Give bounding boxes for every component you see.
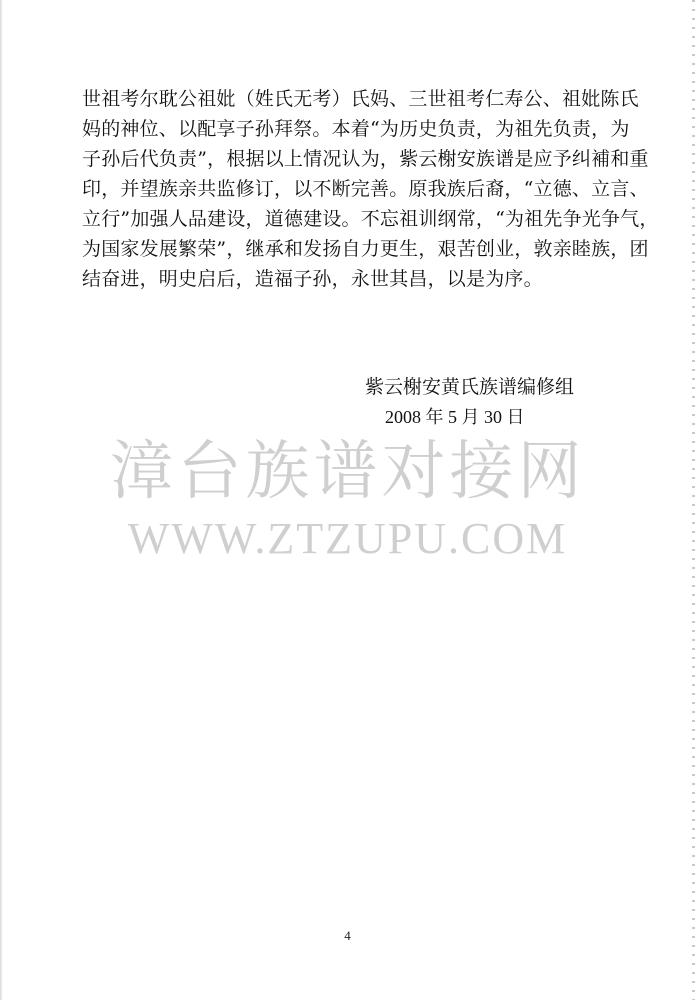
scan-left-edge	[0, 0, 3, 1000]
preface-body	[82, 84, 659, 294]
signature-date: 2008 年 5 月 30 日	[385, 407, 525, 427]
signature-block	[365, 372, 605, 432]
watermark-url: WWW.ZTZUPU.COM	[127, 514, 568, 563]
body-line: 印，并望族亲共监修订，以不断完善。原我族后裔，“立德、立言、	[82, 178, 649, 200]
body-line: 世祖考尔耽公祖妣（姓氏无考）氏妈、三世祖考仁寿公、祖妣陈氏	[82, 88, 639, 110]
body-line: 为国家发展繁荣”，继承和发扬自力更生，艰苦创业，敦亲睦族，团	[82, 238, 649, 260]
signature-organization: 紫云榭安黄氏族谱编修组	[365, 376, 575, 398]
page-number: 4	[344, 928, 351, 943]
body-line: 子孙后代负责”，根据以上情况认为，紫云榭安族谱是应予纠補和重	[82, 148, 649, 170]
body-line: 结奋进，明史启后，造福子孙，永世其昌，以是为序。	[82, 268, 543, 290]
body-line: 妈的神位、以配享子孙拜祭。本着“为历史负责，为祖先负责，为	[82, 118, 630, 140]
watermark	[0, 432, 695, 566]
watermark-chinese: 漳台族谱对接网	[109, 435, 586, 509]
body-line: 立行”加强人品建设，道德建设。不忘祖训纲常，“为祖先争光争气，	[82, 208, 659, 230]
